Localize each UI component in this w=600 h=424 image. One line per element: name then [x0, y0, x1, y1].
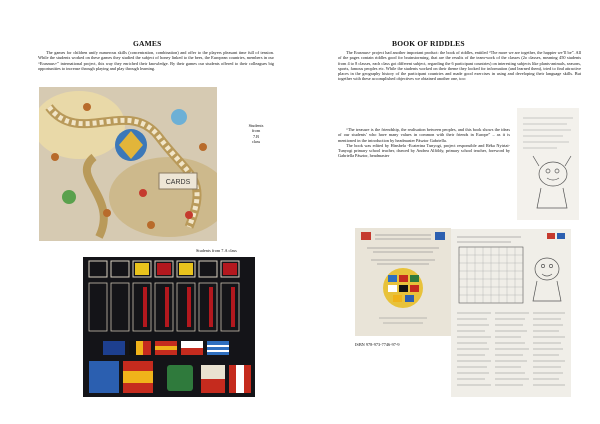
games-paragraph-text: The games for children unify numerous skills (concentration, combination) and offer to the players pleasant time full of tension. While the students worked on these games they studied the subject of honey linked to the bees, the European countries, members in our “Erasmus+” international project, this way they enriched their knowledge. By their games our students offered to their colleagues big opportunities to increase through playing and play through learning. — [38, 50, 274, 71]
riddles-title: BOOK OF RIDDLES — [392, 39, 465, 48]
board-game-photo — [39, 87, 217, 241]
caption-bottom: Students from 7.A class — [196, 248, 237, 253]
caption-top — [234, 123, 278, 144]
word-puzzle-photo — [451, 229, 571, 397]
right-page — [300, 0, 600, 424]
felt-game-photo — [83, 257, 255, 397]
caption-top-line: class — [251, 138, 261, 144]
caption-top-line: 7.B — [252, 133, 260, 139]
caption-top-line: from — [251, 128, 261, 134]
book-cover-photo — [355, 228, 451, 336]
riddles-paragraph: The book was edited by Hinsbela -Ecaterina Tunyogi, project responsible and Réka Nyirtai-Tunyogi primary school teacher, drawed by Andrea Alföldy, primary school teacher, foreword by Gabriella Pásztor, headmaster — [338, 142, 510, 159]
riddles-paragraph: The Erasmus+ project had another important product: the book of riddles, entitled “The more we are together, the happier we’ll be”. All of the pages contain riddles good for brainstorming, that are the results of the team-work of the classes (2o classes, meaning 450 students from 4 to 8 classes, each class got different subject, regarding the 6 participant countries) on interesting subjects like plants-animals, seasons, sports, famous peoples etc. While the students worked on their theme they looked for information (and learned them), tried to find attractive places in the geography history of the participant countries and made good exercises in using and developing their language skills. But together with these accomplished objectives we obtained another one, too: — [338, 50, 581, 82]
games-title: GAMES — [133, 39, 162, 48]
riddles-intro — [338, 50, 581, 82]
isbn: ISBN 978-973-7746-97-9 — [355, 342, 400, 347]
riddles-paragraph: “The treasure is the friendship, the realisation between peoples, and this book shows the ideas of our students’ who have many values in common with their friends in Europe” – as it is mentioned in the introduction by headmaster Pásztor Gabriella. — [338, 127, 510, 143]
riddles-quote — [338, 127, 510, 159]
caption-top-line: Students — [248, 123, 264, 128]
games-paragraph — [38, 50, 274, 71]
board-label: CARDS — [165, 179, 191, 186]
riddle-page-photo — [517, 108, 579, 220]
